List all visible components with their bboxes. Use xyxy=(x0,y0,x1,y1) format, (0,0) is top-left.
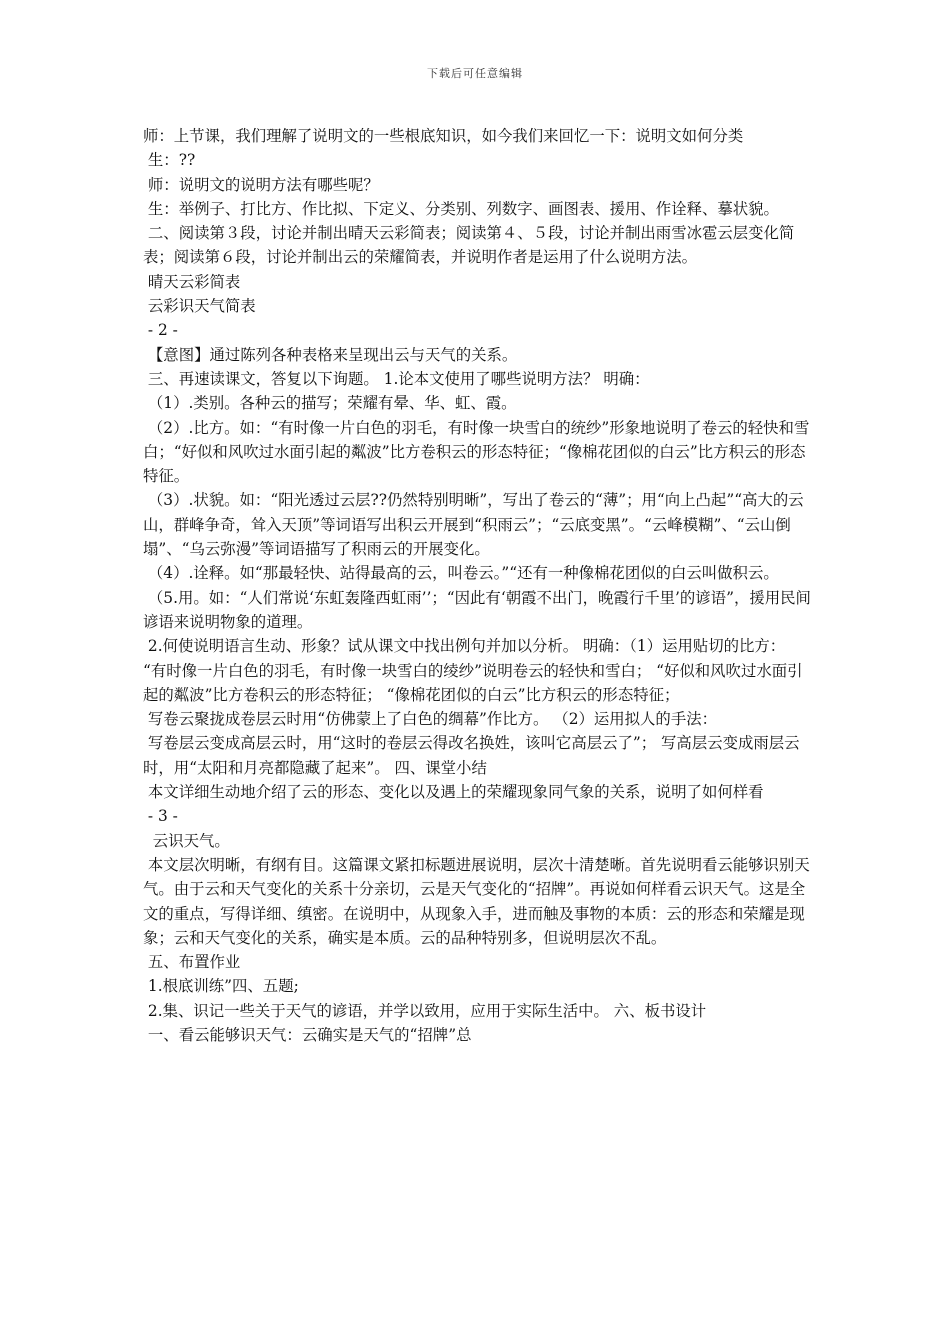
paragraph: 写卷层云变成高层云时，用“这时的卷层云得改名换姓，该叫它高层云了”； 写高层云变成雨层云时，用“太阳和月亮都隐藏了起来”。 四、课堂小结 xyxy=(143,734,800,777)
paragraph: 生：举例子、打比方、作比拟、下定义、分类别、列数字、画图表、援用、作诠释、摹状貌。 xyxy=(143,199,779,218)
paragraph: （3）.状貌。如：“阳光透过云层??仍然特别明晰”，写出了卷云的“薄”；用“向上凸起”“高大的云山，群峰争奇，耸入天顶”等词语写出积云开展到“积雨云”；“云底变黑”。“云峰模糊”、“云山倒塌”、“乌云弥漫”等词语描写了积雨云的开展变化。 xyxy=(143,491,804,559)
table-caption: 晴天云彩简表 xyxy=(143,272,241,291)
paragraph: 师：说明文的说明方法有哪些呢？ xyxy=(143,175,379,194)
paragraph: （5.用。如：“人们常说‘东虹轰隆西虹雨’’；“因此有‘朝霞不出门，晚霞行千里’的谚语”，援用民间谚语来说明物象的道理。 xyxy=(143,588,811,631)
paragraph: 本文层次明晰，有纲有目。这篇课文紧扣标题进展说明，层次十清楚晰。首先说明看云能够识别天气。由于云和天气变化的关系十分亲切，云是天气变化的“招牌”。再说如何样看云识天气。这是全文的重点，写得详细、缜密。在说明中，从现象入手，进而触及事物的本质：云的形态和荣耀是现象；云和天气变化的关系，确实是本质。云的品种特别多，但说明层次不乱。 xyxy=(143,855,810,947)
paragraph: 生：?? xyxy=(143,151,196,170)
paragraph: 本文详细生动地介绍了云的形态、变化以及遇上的荣耀现象同气象的关系，说明了如何样看 xyxy=(143,783,764,802)
paragraph: 2.何使说明语言生动、形象？试从课文中找出例句并加以分析。 明确：（1）运用贴切的比方： xyxy=(143,637,786,656)
paragraph: 2.集、识记一些关于天气的谚语，并学以致用，应用于实际生活中。 六、板书设计 xyxy=(143,1001,707,1020)
paragraph: 师：上节课，我们理解了说明文的一些根底知识，如今我们来回忆一下：说明文如何分类 xyxy=(143,127,744,145)
paragraph: 一、看云能够识天气：云确实是天气的“招牌”总 xyxy=(143,1025,472,1044)
paragraph: 二、阅读第３段，讨论并制出晴天云彩简表；阅读第４、５段，讨论并制出雨雪冰雹云层变化简表；阅读第６段，讨论并制出云的荣耀简表，并说明作者是运用了什么说明方法。 xyxy=(143,224,795,267)
page-number: - 3 - xyxy=(143,807,178,826)
paragraph: 【意图】通过陈列各种表格来呈现出云与天气的关系。 xyxy=(143,345,518,364)
paragraph: （4）.诠释。如“那最轻快、站得最高的云，叫卷云。”“还有一种像棉花团似的白云叫做积云。 xyxy=(143,564,779,583)
page-number: - 2 - xyxy=(143,321,178,340)
section-heading: 五、布置作业 xyxy=(143,953,241,972)
page-header: 下载后可任意编辑 xyxy=(427,67,523,80)
paragraph: 云识天气。 xyxy=(143,831,230,850)
table-caption: 云彩识天气简表 xyxy=(143,297,256,316)
paragraph: “有时像一片白色的羽毛，有时像一块雪白的绫纱”说明卷云的轻快和雪白； “好似和风吹过水面引起的粼波”比方卷积云的形态特征； “像棉花团似的白云”比方积云的形态特征； xyxy=(143,661,803,704)
paragraph: 写卷云聚拢成卷层云时用“仿佛蒙上了白色的绸幕”作比方。 （2）运用拟人的手法： xyxy=(143,710,717,729)
paragraph: （1）.类别。各种云的描写；荣耀有晕、华、虹、霞。 xyxy=(143,394,517,413)
paragraph: 三、再速读课文，答复以下询题。 1.论本文使用了哪些说明方法？ 明确： xyxy=(143,369,650,388)
paragraph: （2）.比方。如：“有时像一片白色的羽毛，有时像一块雪白的统纱”形象地说明了卷云的轻快和雪白；“好似和风吹过水面引起的粼波”比方卷积云的形态特征；“像棉花团似的白云”比方积云的形态特征。 xyxy=(143,418,810,486)
document-body xyxy=(143,124,813,1047)
paragraph: 1.根底训练”四、五题; xyxy=(143,977,299,996)
